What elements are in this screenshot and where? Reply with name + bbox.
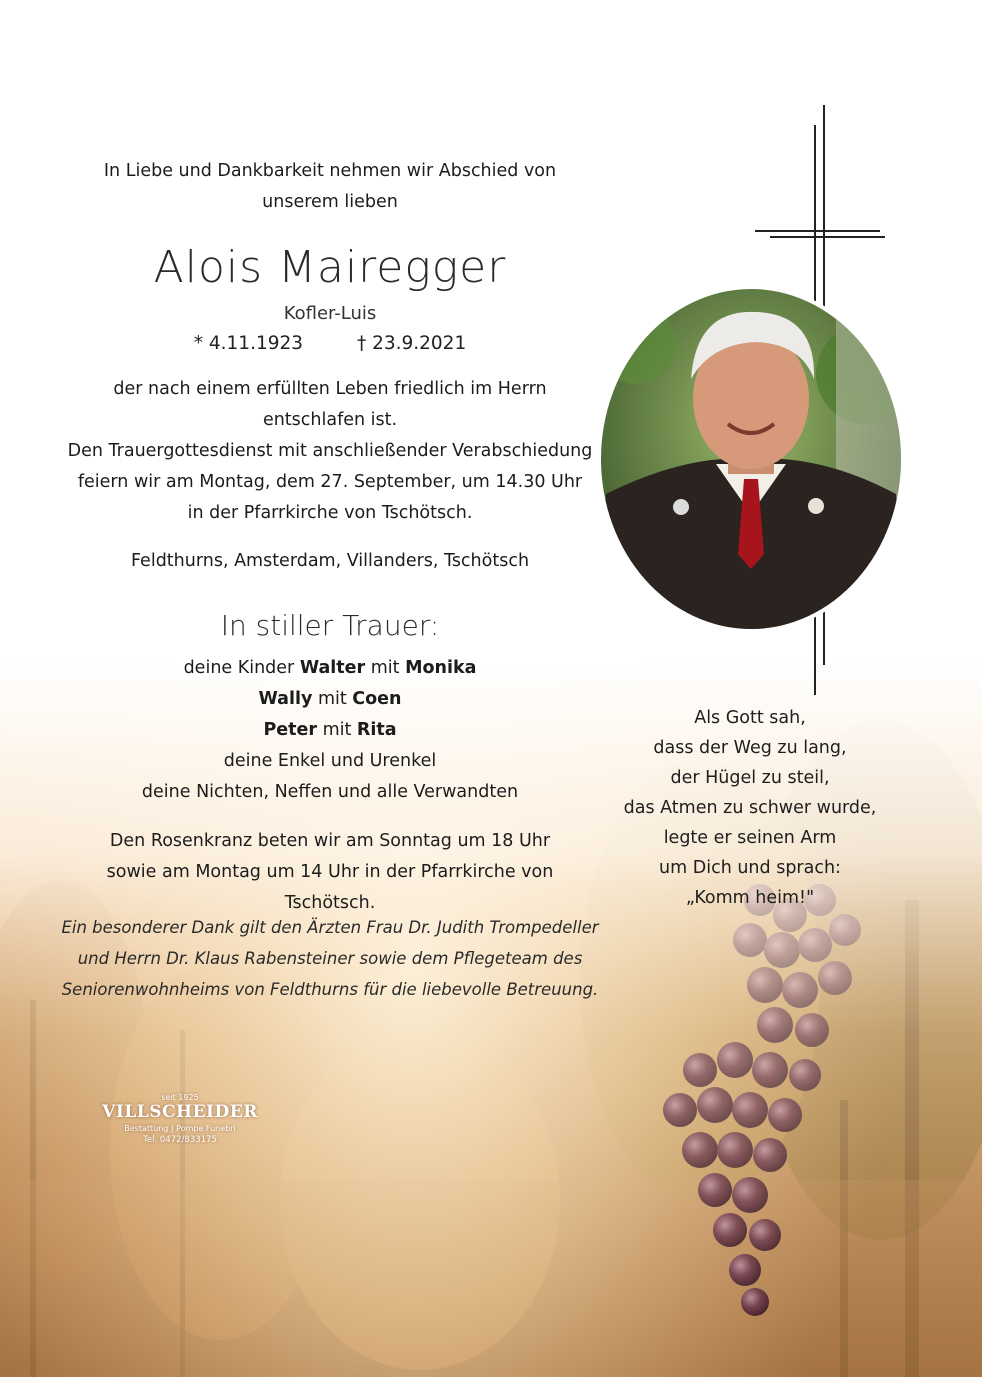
birth-date: * 4.11.1923 [193, 333, 304, 354]
family-line-4: deine Enkel und Urenkel [223, 751, 437, 771]
family-line-1: deine Kinder Walter mit Monika [183, 658, 477, 678]
family-line-5: deine Nichten, Neffen und alle Verwandten [141, 782, 519, 802]
deceased-name: Alois Mairegger [153, 242, 507, 293]
poem: Als Gott sah, dass der Weg zu lang, der Hügel zu steil, das Atmen zu schwer wurde, legte er seinen Arm um Dich und sprach: „Komm heim!" [623, 708, 877, 908]
places-line: Feldthurns, Amsterdam, Villanders, Tschötsch [130, 551, 530, 571]
mourners-heading: In stiller Trauer: [220, 609, 440, 642]
family-list [60, 653, 600, 808]
logo-since: seit 1925 [161, 1093, 199, 1102]
logo-phone: Tel. 0472/833175 [143, 1135, 217, 1145]
logo-brand: VILLSCHEIDER [102, 1102, 258, 1122]
funeral-home-logo [100, 1093, 260, 1145]
thanks-text: Ein besonderer Dank gilt den Ärzten Frau Dr. Judith Trompedeller und Herrn Dr. Klaus Rabensteiner sowie dem Pflegeteam des Seniorenwohnheims von Feldthurns für die liebevolle Betreuung. [61, 918, 599, 999]
intro-text: In Liebe und Dankbarkeit nehmen wir Abschied von unserem lieben [103, 161, 557, 212]
rosary-announcement: Den Rosenkranz beten wir am Sonntag um 18 Uhr sowie am Montag um 14 Uhr in der Pfarrkirche von Tschötsch. [106, 831, 554, 913]
logo-subtitle: Bestattung | Pompe Funebri [124, 1124, 236, 1133]
family-line-2: Wally mit Coen [258, 689, 402, 709]
life-dates [60, 333, 600, 354]
nickname: Kofler-Luis [283, 303, 377, 324]
family-line-3: Peter mit Rita [263, 720, 397, 740]
service-announcement: der nach einem erfüllten Leben friedlich im Herrn entschlafen ist. Den Trauergottesdienst mit anschließender Verabschiedung feiern wir am Montag, dem 27. September, um 14.30 Uhr in der Pfarrkirche von Tschötsch. [67, 379, 593, 523]
death-date: † 23.9.2021 [356, 333, 467, 354]
portrait-photo [596, 284, 906, 634]
